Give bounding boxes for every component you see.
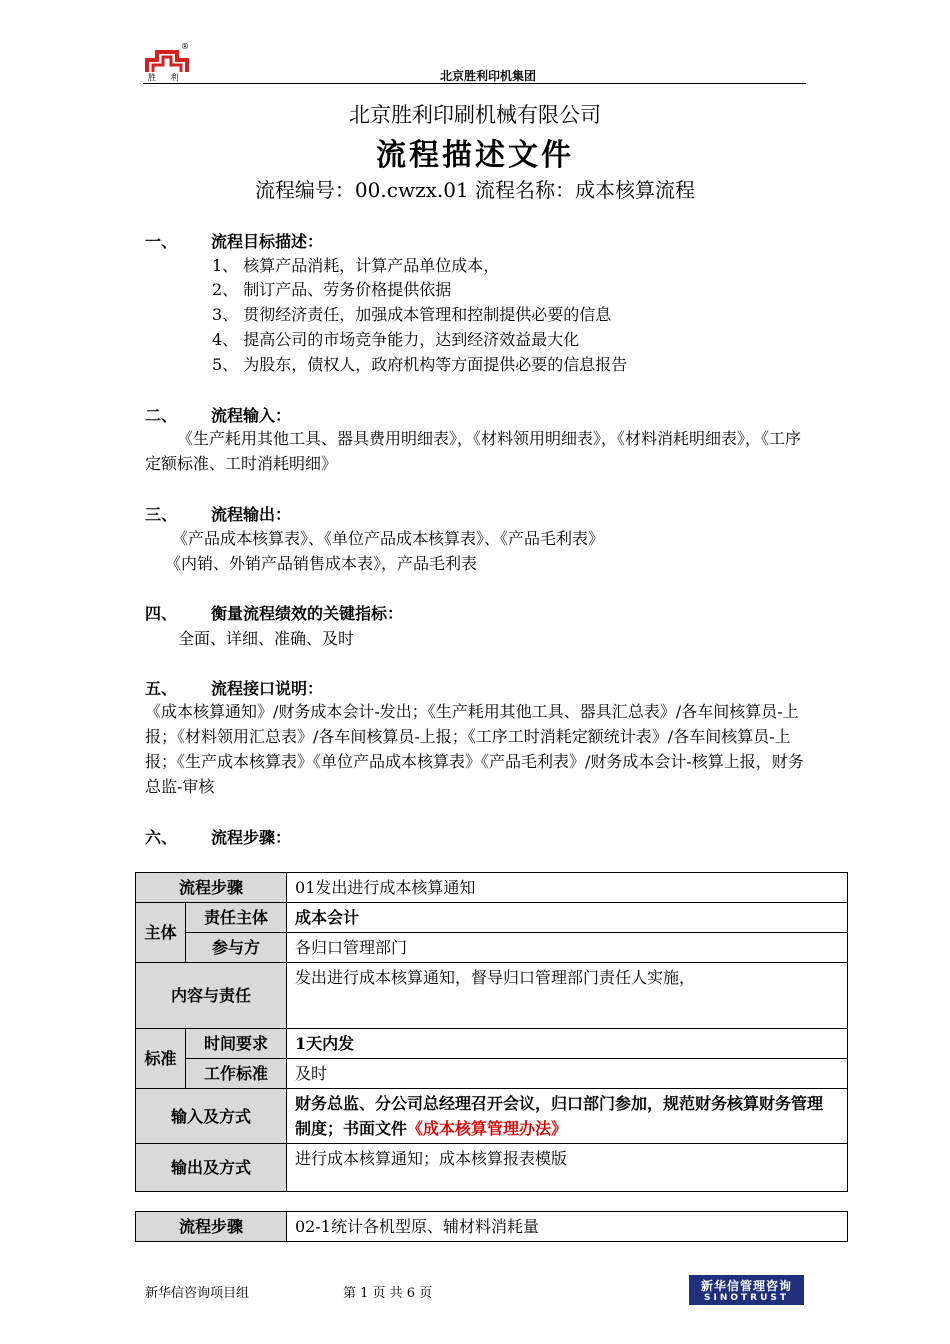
process-input-text: 《生产耗用其他工具、器具费用明细表》，《材料领用明细表》，《材料消耗明细表》，《工序定额标准、工时消耗明细》: [145, 429, 802, 473]
content-value: 发出进行成本核算通知，督导归口管理部门责任人实施，: [287, 963, 848, 1029]
subject-label: 主体: [136, 903, 186, 963]
work-standard-label: 工作标准: [186, 1059, 287, 1089]
logo-text: 胜 利: [148, 73, 185, 82]
section-title: 流程步骤：: [211, 828, 292, 847]
work-standard-value: 及时: [287, 1059, 848, 1089]
output-value: 进行成本核算通知；成本核算报表模版: [287, 1144, 848, 1192]
section-number: 五、: [145, 679, 178, 698]
list-item: 5、 为股东，债权人，政府机构等方面提供必要的信息报告: [212, 355, 628, 374]
standard-label: 标准: [136, 1029, 186, 1089]
section-number: 一、: [145, 232, 178, 251]
input-label: 输入及方式: [136, 1089, 287, 1144]
step-table-01: [135, 872, 848, 1192]
list-item: 2、 制订产品、劳务价格提供依据: [212, 280, 452, 299]
interface-text: 《成本核算通知》/财务成本会计-发出；《生产耗用其他工具、器具汇总表》/各车间核算员-上报；《材料领用汇总表》/各车间核算员-上报；《工序工时消耗定额统计表》/各车间核算员-上报；《生产成本核算表》《单位产品成本核算表》《产品毛利表》/财务成本会计-核算上报，财务总监-审核: [145, 702, 804, 796]
document-title: 流程描述文件: [376, 138, 574, 173]
responsible-value: 成本会计: [287, 903, 848, 933]
process-output-line: 《产品成本核算表》、《单位产品成本核算表》、《产品毛利表》: [172, 529, 605, 548]
section-title: 流程输入：: [211, 406, 292, 425]
footer-project-group: 新华信咨询项目组: [145, 1286, 250, 1301]
time-label: 时间要求: [186, 1029, 287, 1059]
badge-en-text: SINOTRUST: [703, 1293, 789, 1303]
input-cell: [287, 1089, 848, 1144]
list-item: 1、 核算产品消耗，计算产品单位成本，: [212, 256, 500, 275]
header-divider: [143, 83, 806, 84]
section-title: 流程目标描述：: [211, 232, 324, 251]
kpi-text: 全面、详细、准确、及时: [178, 629, 355, 648]
section-heading-steps: [145, 825, 291, 848]
list-item: 4、 提高公司的市场竞争能力，达到经济效益最大化: [212, 330, 580, 349]
input-highlight: 《成本核算管理办法》: [407, 1119, 568, 1138]
section-number: 四、: [145, 604, 178, 623]
section-heading-output: [145, 502, 291, 525]
section-heading-goals: [145, 229, 323, 252]
content-label: 内容与责任: [136, 963, 287, 1029]
step-label: 流程步骤: [136, 873, 287, 903]
step-value: 01发出进行成本核算通知: [287, 873, 848, 903]
participant-value: 各归口管理部门: [287, 933, 848, 963]
company-name: 北京胜利印刷机械有限公司: [349, 103, 601, 127]
section-title: 衡量流程绩效的关键指标：: [211, 604, 404, 623]
header-group-name: 北京胜利印机集团: [440, 69, 537, 83]
step-table-02: [135, 1211, 848, 1242]
section-number: 三、: [145, 505, 178, 524]
registered-mark: ®: [181, 42, 189, 51]
output-label: 输出及方式: [136, 1144, 287, 1192]
process-id-name: 流程编号：00.cwzx.01 流程名称：成本核算流程: [254, 178, 696, 202]
step-label: 流程步骤: [136, 1212, 287, 1242]
responsible-label: 责任主体: [186, 903, 287, 933]
section-number: 六、: [145, 828, 178, 847]
section-heading-input: [145, 403, 291, 426]
section-heading-kpi: [145, 601, 403, 624]
list-item: 3、 贯彻经济责任，加强成本管理和控制提供必要的信息: [212, 305, 612, 324]
section-title: 流程接口说明：: [211, 679, 324, 698]
badge-cn-text: 新华信管理咨询: [700, 1279, 792, 1293]
input-value: 财务总监、分公司总经理召开会议，归口部门参加，规范财务核算财务管理制度；书面文件: [295, 1094, 824, 1138]
section-number: 二、: [145, 406, 178, 425]
section-title: 流程输出：: [211, 505, 292, 524]
footer-page-number: 第 1 页 共 6 页: [343, 1286, 433, 1301]
sinotrust-logo: [689, 1275, 804, 1305]
section-heading-interface: [145, 676, 323, 699]
process-output-line: 《内销、外销产品销售成本表》，产品毛利表: [165, 554, 478, 573]
participant-label: 参与方: [186, 933, 287, 963]
time-value: 1天内发: [287, 1029, 848, 1059]
step-value: 02-1统计各机型原、辅材料消耗量: [287, 1212, 848, 1242]
